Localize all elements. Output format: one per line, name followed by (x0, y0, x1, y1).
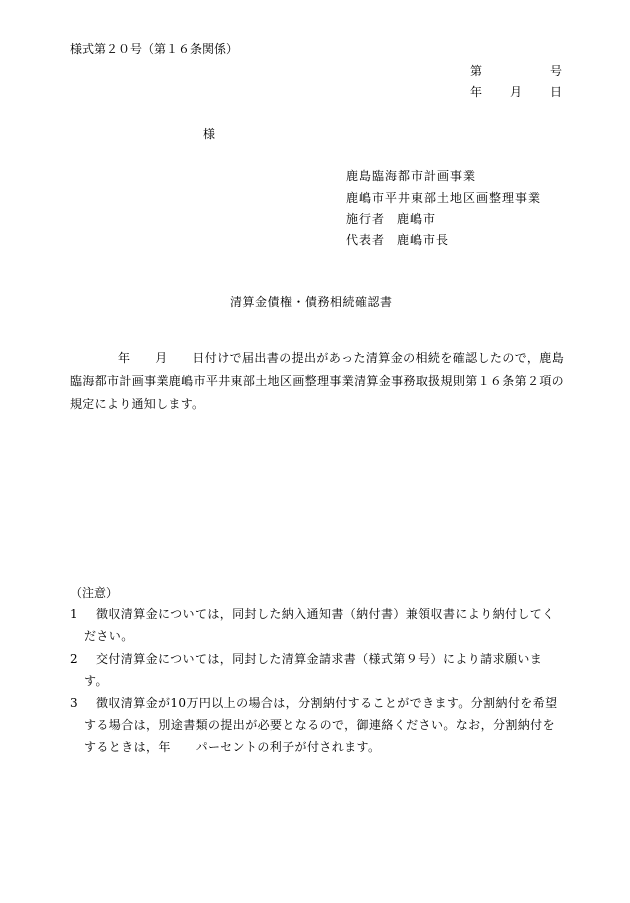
doc-number-prefix: 第 (470, 64, 483, 78)
notes-heading: （注意） (70, 586, 119, 600)
recipient-honorific: 様 (203, 127, 216, 141)
issuer-representative (346, 232, 449, 248)
operator-name: 鹿嶋市 (397, 212, 437, 226)
representative-name: 鹿嶋市長 (397, 233, 450, 247)
document-title: 清算金債権・債務相続確認書 (230, 295, 393, 309)
note-item-1 (70, 603, 564, 647)
representative-label: 代表者 (346, 233, 386, 247)
issuer-project-1: 鹿島臨海都市計画事業 (346, 169, 477, 183)
note-item-3 (70, 692, 564, 758)
note-number: 3 (70, 696, 78, 710)
doc-number-suffix: 号 (550, 64, 563, 78)
note-text: 交付清算金については，同封した清算金請求書（様式第９号）により請求願います。 (84, 652, 543, 688)
body-paragraph: 年 月 日付けで届出書の提出があった清算金の相続を確認したので，鹿島臨海都市計画事業鹿嶋市平井東部土地区画整理事業清算金事務取扱規則第１６条第２項の規定により通知します。 (70, 351, 564, 411)
note-number: 1 (70, 607, 78, 621)
note-item-2 (70, 648, 564, 692)
date-day: 日 (550, 85, 563, 99)
issuer-operator (346, 211, 436, 227)
note-text: 徴収清算金が10万円以上の場合は，分割納付することができます。分割納付を希望する場合は，別途書類の提出が必要となるので，御連絡ください。なお，分割納付をするときは，年 パーセントの利子が付されます。 (84, 696, 558, 754)
date-month: 月 (510, 85, 523, 99)
note-text: 徴収清算金については，同封した納入通知書（納付書）兼領収書により納付してください。 (84, 607, 555, 643)
operator-label: 施行者 (346, 212, 386, 226)
form-number: 様式第２０号（第１６条関係） (70, 42, 239, 56)
issuer-project-2: 鹿嶋市平井東部土地区画整理事業 (346, 191, 542, 205)
note-number: 2 (70, 652, 78, 666)
date-year: 年 (470, 85, 483, 99)
